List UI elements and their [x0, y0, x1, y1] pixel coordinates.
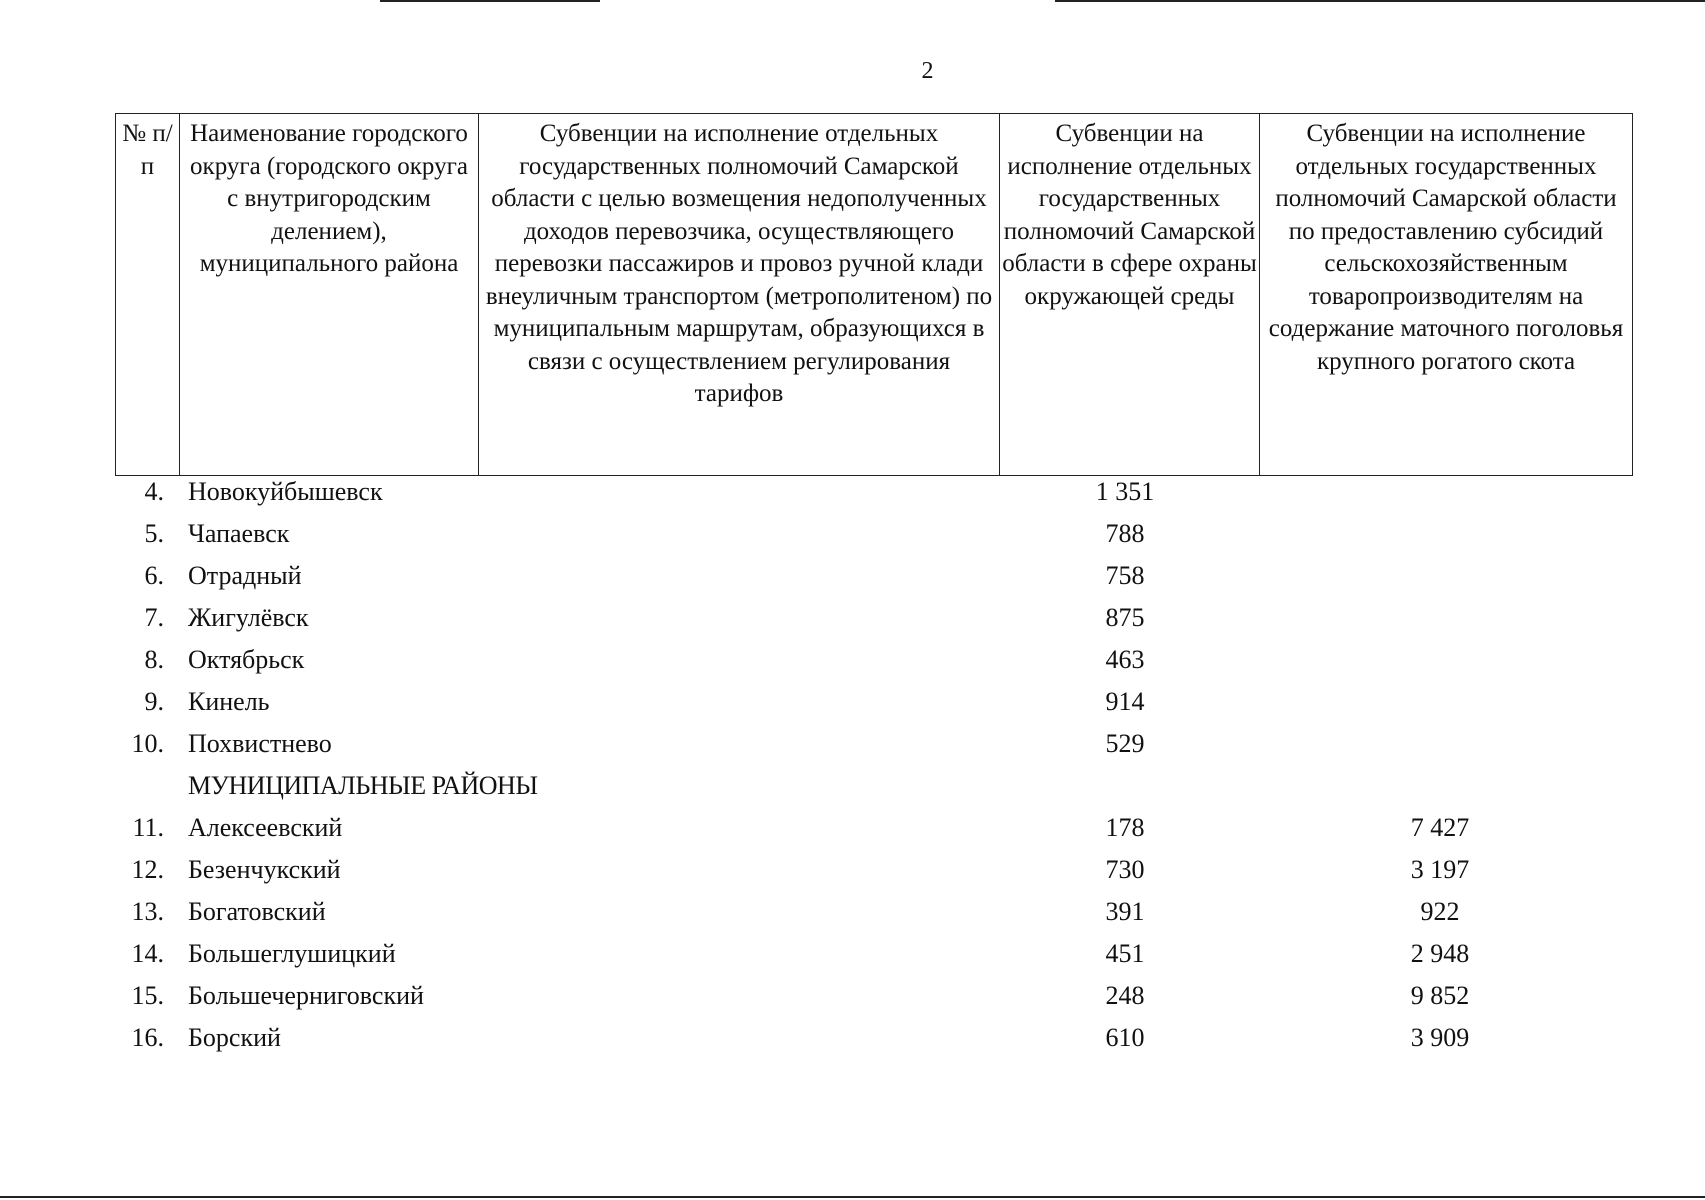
table-row [0, 937, 1705, 977]
row-environment-value: 1 351 [1095, 477, 1155, 506]
section-heading-municipal-districts: МУНИЦИПАЛЬНЫЕ РАЙОНЫ [188, 771, 538, 800]
row-name: Октябрьск [188, 645, 305, 674]
row-environment-value: 529 [1105, 729, 1145, 758]
row-number: 14. [131, 939, 164, 968]
row-name: Большечерниговский [188, 981, 424, 1010]
table-header [115, 113, 1633, 476]
row-number: 16. [131, 1023, 164, 1052]
scan-artifact-bottom-line [0, 1196, 1705, 1198]
row-name: Алексеевский [188, 813, 343, 842]
row-number: 7. [144, 603, 164, 632]
row-number: 8. [144, 645, 164, 674]
header-environment-subvention: Субвенции на исполнение отдельных государственных полномочий Самарской области в сфере охраны окружающей среды [1000, 114, 1260, 476]
table-row [0, 727, 1705, 767]
row-number: 11. [132, 813, 164, 842]
row-environment-value: 914 [1105, 687, 1145, 716]
row-number: 15. [131, 981, 164, 1010]
row-cattle-value: 7 427 [1410, 813, 1470, 842]
row-environment-value: 463 [1105, 645, 1145, 674]
table-row [0, 643, 1705, 683]
row-environment-value: 248 [1105, 981, 1145, 1010]
page-number: 2 [921, 58, 934, 84]
header-metro-subvention: Субвенции на исполнение отдельных государственных полномочий Самарской области с целью возмещения недополученных доходов перевозчика, осуществляющего перевозки пассажиров и провоз ручной клади внеуличным транспортом (метрополитеном) по муниципальным маршрутам, образующихся в связи с осуществлением регулирования тарифов [479, 114, 1000, 476]
header-cattle-subvention: Субвенции на исполнение отдельных государственных полномочий Самарской области по предоставлению субсидий сельскохозяйственным товаропроизводителям на содержание маточного поголовья крупного рогатого скота [1260, 114, 1633, 476]
table-row [0, 601, 1705, 641]
row-number: 13. [131, 897, 164, 926]
scan-artifact-top-line [1055, 0, 1705, 2]
row-environment-value: 730 [1105, 855, 1145, 884]
row-name: Жигулёвск [188, 603, 309, 632]
row-environment-value: 788 [1105, 519, 1145, 548]
scan-artifact-top-line [380, 0, 600, 2]
table-row [0, 895, 1705, 935]
row-environment-value: 875 [1105, 603, 1145, 632]
row-name: Безенчукский [188, 855, 341, 884]
table-row [0, 979, 1705, 1019]
table-row [0, 1021, 1705, 1061]
row-cattle-value: 2 948 [1410, 939, 1470, 968]
table-row [0, 517, 1705, 557]
row-number: 4. [144, 477, 164, 506]
row-name: Кинель [188, 687, 270, 716]
row-environment-value: 391 [1105, 897, 1145, 926]
row-cattle-value: 922 [1420, 897, 1460, 926]
row-number: 9. [144, 687, 164, 716]
table-row [0, 811, 1705, 851]
row-name: Новокуйбышевск [188, 477, 383, 506]
row-number: 6. [144, 561, 164, 590]
row-name: Борский [188, 1023, 281, 1052]
row-cattle-value: 3 909 [1410, 1023, 1470, 1052]
row-environment-value: 610 [1105, 1023, 1145, 1052]
row-name: Богатовский [188, 897, 326, 926]
table-row [0, 475, 1705, 515]
table-row [0, 853, 1705, 893]
row-name: Чапаевск [188, 519, 290, 548]
row-name: Большеглушицкий [188, 939, 396, 968]
row-number: 10. [131, 729, 164, 758]
row-environment-value: 178 [1105, 813, 1145, 842]
row-name: Похвистнево [188, 729, 332, 758]
row-cattle-value: 3 197 [1410, 855, 1470, 884]
row-number: 12. [131, 855, 164, 884]
row-number: 5. [144, 519, 164, 548]
row-environment-value: 758 [1105, 561, 1145, 590]
row-cattle-value: 9 852 [1410, 981, 1470, 1010]
header-name: Наименование городского округа (городского округа с внутригородским делением), муниципального района [180, 114, 479, 476]
header-number: № п/п [116, 114, 180, 476]
table-row [0, 685, 1705, 725]
row-environment-value: 451 [1105, 939, 1145, 968]
row-name: Отрадный [188, 561, 302, 590]
table-row [0, 559, 1705, 599]
